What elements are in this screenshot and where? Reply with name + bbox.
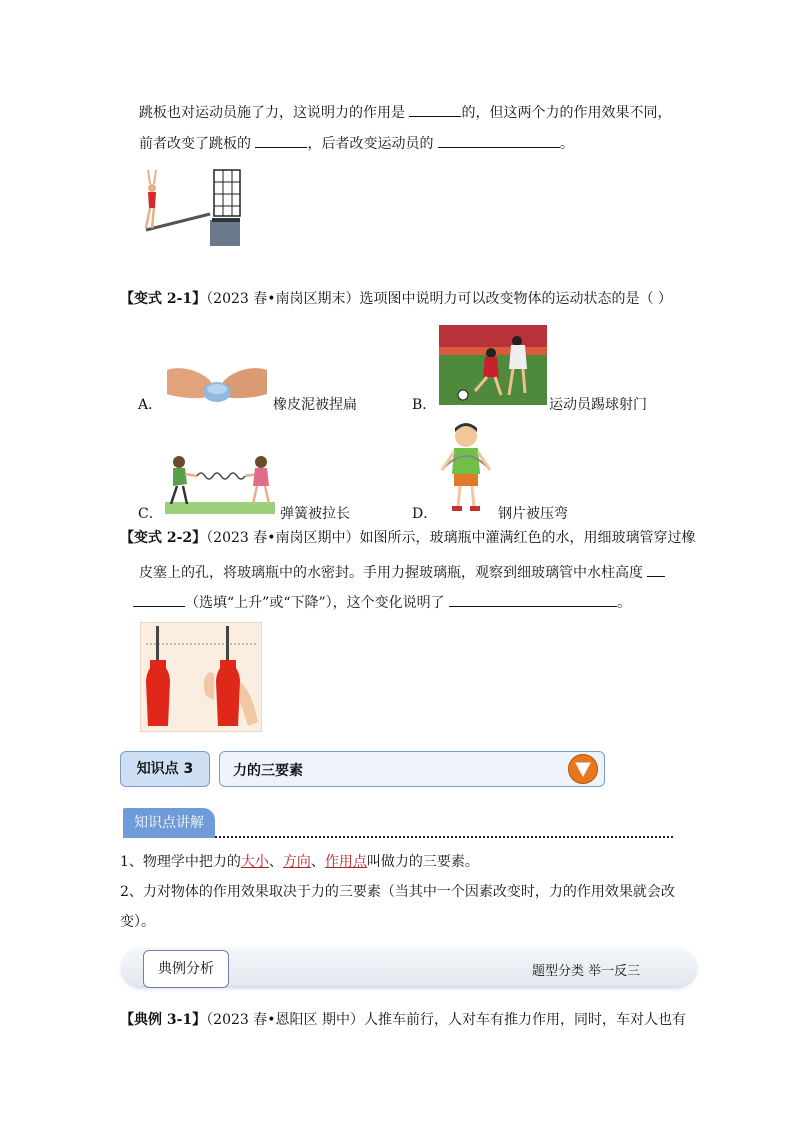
steel-bend-image	[436, 422, 498, 514]
section-tag-explanation: 知识点讲解	[123, 808, 215, 838]
explanation-item-2-line1: 2、力对物体的作用效果取决于力的三要素（当其中一个因素改变时，力的作用效果就会改	[120, 884, 675, 900]
knowledge-point-title: 力的三要素	[233, 763, 303, 779]
diving-board-illustration	[140, 168, 244, 278]
option-c-caption: 弹簧被拉长	[280, 506, 350, 522]
question-text: （选填“上升”或“下降”），这个变化说明了	[185, 595, 445, 611]
explanation-item-2-line2: 变）。	[120, 914, 155, 930]
option-a-letter[interactable]: A．	[138, 397, 163, 413]
example-section-subtitle: 题型分类 举一反三	[532, 964, 641, 979]
example-section-tag: 典例分析	[143, 950, 229, 988]
option-a-caption: 橡皮泥被捏扁	[273, 397, 357, 413]
knowledge-point-label-box	[120, 751, 210, 787]
question-text: （2023 春•恩阳区 期中）人推车前行，人对车有推力作用，同时，车对人也有	[206, 1012, 686, 1028]
text: 1、物理学中把力的	[120, 854, 241, 870]
keyword-point-of-action: 作用点	[324, 854, 367, 870]
answer-blank[interactable]	[255, 133, 307, 148]
question-text: 皮塞上的孔，将玻璃瓶中的水密封。手用力握玻璃瓶，观察到细玻璃管中水柱高度	[139, 565, 643, 581]
bottle-experiment-image	[140, 622, 262, 732]
question-tag: 【变式 2-2】	[120, 530, 207, 546]
text: ，后者改变运动员的	[307, 136, 434, 152]
soccer-shot-image	[439, 325, 547, 405]
answer-blank[interactable]	[133, 592, 185, 607]
question-tag: 【变式 2-1】	[120, 291, 207, 307]
keyword-magnitude: 大小	[240, 854, 269, 870]
text: 、	[310, 854, 325, 870]
explanation-item-1	[120, 852, 479, 872]
clay-squeeze-image	[165, 360, 269, 410]
option-c-letter[interactable]: C．	[138, 506, 163, 522]
example-3-1	[120, 1010, 686, 1030]
dotted-divider	[215, 836, 673, 838]
question-2-2-line1	[120, 528, 696, 548]
text: 、	[268, 854, 283, 870]
text: 。	[559, 136, 574, 152]
keyword-direction: 方向	[282, 854, 311, 870]
paragraph-line	[139, 102, 671, 123]
answer-blank[interactable]	[647, 562, 665, 577]
option-b-caption: 运动员踢球射门	[549, 397, 647, 413]
question-2-1	[120, 289, 672, 309]
option-d-caption: 钢片被压弯	[498, 506, 568, 522]
question-text: （2023 春•南岗区期中）如图所示，玻璃瓶中灌满红色的水，用细玻璃管穿过橡	[206, 530, 696, 546]
spring-stretch-image	[165, 452, 275, 514]
knowledge-point-title-box[interactable]	[219, 751, 605, 787]
paragraph-line	[139, 133, 574, 154]
option-d-letter[interactable]: D．	[412, 506, 438, 522]
option-b-letter[interactable]: B．	[412, 397, 437, 413]
question-text: 。	[617, 595, 632, 611]
answer-blank[interactable]	[409, 102, 461, 117]
question-text: （2023 春•南岗区期末）选项图中说明力可以改变物体的运动状态的是（ ）	[206, 291, 672, 307]
answer-blank[interactable]	[438, 133, 560, 148]
question-2-2-line3	[133, 592, 631, 613]
triangle-down-icon[interactable]	[568, 754, 598, 784]
question-tag: 【典例 3-1】	[120, 1012, 207, 1028]
answer-blank[interactable]	[449, 592, 617, 607]
question-2-2-line2	[139, 562, 665, 583]
text: 叫做力的三要素。	[366, 854, 479, 870]
text: 前者改变了跳板的	[139, 136, 251, 152]
text: 跳板也对运动员施了力，这说明力的作用是	[139, 105, 405, 121]
knowledge-point-label: 知识点 3	[136, 761, 194, 777]
text: 的，但这两个力的作用效果不同，	[461, 105, 672, 121]
